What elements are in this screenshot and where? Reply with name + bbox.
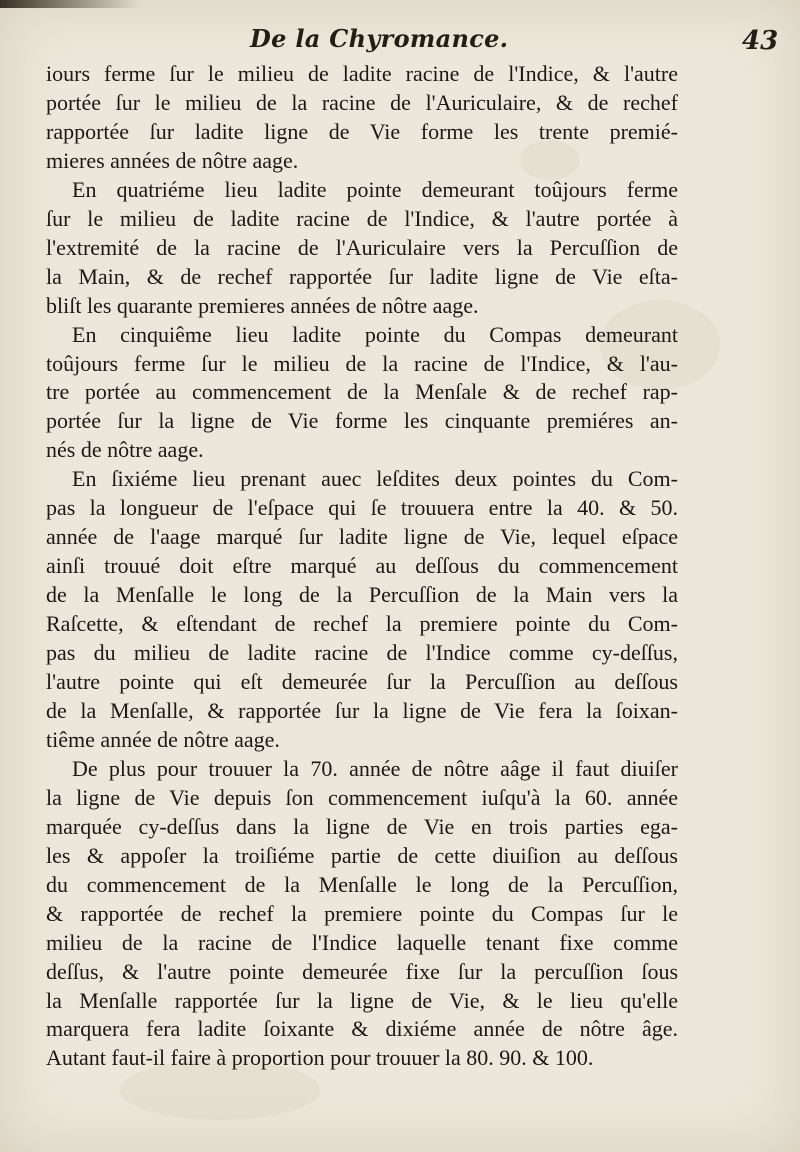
text-line: portée ſur le milieu de la racine de l'Auriculaire, & de rechef (46, 89, 678, 115)
text-line: marquera fera ladite ſoixante & dixiéme année de nôtre âge. (46, 1016, 678, 1042)
text-line: de la Menſalle, & rapportée ſur la ligne de Vie fera la ſoixan- (46, 697, 678, 723)
text-line: la ligne de Vie depuis ſon commencement iuſqu'à la 60. année (46, 784, 678, 810)
text-line: deſſus, & l'autre pointe demeurée fixe ſur la percuſſion ſous (46, 958, 678, 984)
text-line: iours ferme ſur le milieu de ladite racine de l'Indice, & l'autre (46, 61, 678, 86)
text-line: En cinquiême lieu ladite pointe du Compas demeurant (72, 321, 678, 347)
text-line: de la Menſalle le long de la Percuſſion de la Main vers la (46, 582, 678, 608)
paragraph (46, 465, 678, 755)
text-line: mieres années de nôtre aage. (46, 147, 299, 173)
text-line: du commencement de la Menſalle le long de la Percuſſion, (46, 871, 678, 897)
text-line: En ſixiéme lieu prenant auec leſdites deux pointes du Com- (72, 466, 678, 492)
paragraph (46, 60, 678, 176)
page-edge-shadow (0, 0, 140, 8)
text-line: En quatriéme lieu ladite pointe demeurant toûjours ferme (72, 176, 678, 202)
text-line: portée ſur la ligne de Vie forme les cinquante premiéres an- (46, 408, 678, 434)
text-line: milieu de la racine de l'Indice laquelle tenant fixe comme (46, 929, 678, 955)
text-line: la Menſalle rapportée ſur la ligne de Vie, & le lieu qu'elle (46, 987, 678, 1013)
text-line: rapportée ſur ladite ligne de Vie forme les trente premié- (46, 118, 678, 144)
text-line: nés de nôtre aage. (46, 437, 204, 463)
text-line: toûjours ferme ſur le milieu de la racine de l'Indice, & l'au- (46, 350, 678, 376)
text-line: l'autre pointe qui eſt demeurée ſur la Percuſſion au deſſous (46, 669, 678, 695)
text-line: De plus pour trouuer la 70. année de nôtre aâge il faut diuiſer (72, 755, 678, 781)
text-line: la Main, & de rechef rapportée ſur ladite ligne de Vie eſta- (46, 263, 678, 289)
text-line: l'extremité de la racine de l'Auriculaire vers la Percuſſion de (46, 234, 678, 260)
text-line: les & appoſer la troiſiéme partie de cette diuiſion au deſſous (46, 842, 678, 868)
text-line: année de l'aage marqué ſur ladite ligne de Vie, lequel eſpace (46, 524, 678, 550)
text-line: tiême année de nôtre aage. (46, 726, 280, 752)
text-line: pas du milieu de ladite racine de l'Indice comme cy-deſſus, (46, 640, 678, 666)
running-head (0, 22, 800, 62)
text-line: bliſt les quarante premieres années de nôtre aage. (46, 292, 479, 318)
text-line: ſur le milieu de ladite racine de l'Indice, & l'autre portée à (46, 205, 678, 231)
text-line: pas la longueur de l'eſpace qui ſe trouuera entre la 40. & 50. (46, 495, 678, 521)
body-text (46, 60, 678, 1073)
text-line: Raſcette, & eſtendant de rechef la premiere pointe du Com- (46, 611, 678, 637)
text-line: ainſi trouué doit eſtre marqué au deſſous du commencement (46, 553, 678, 579)
text-line: Autant faut-il faire à proportion pour trouuer la 80. 90. & 100. (46, 1045, 594, 1071)
text-line: tre portée au commencement de la Menſale & de rechef rap- (46, 379, 678, 405)
text-line: & rapportée de rechef la premiere pointe du Compas ſur le (46, 900, 678, 926)
page-number: 43 (742, 26, 779, 56)
paragraph (46, 321, 678, 466)
text-line: marquée cy-deſſus dans la ligne de Vie en trois parties ega- (46, 813, 678, 839)
running-head-title: De la Chyromance. (250, 24, 509, 53)
paragraph (46, 755, 678, 1073)
paragraph (46, 176, 678, 321)
